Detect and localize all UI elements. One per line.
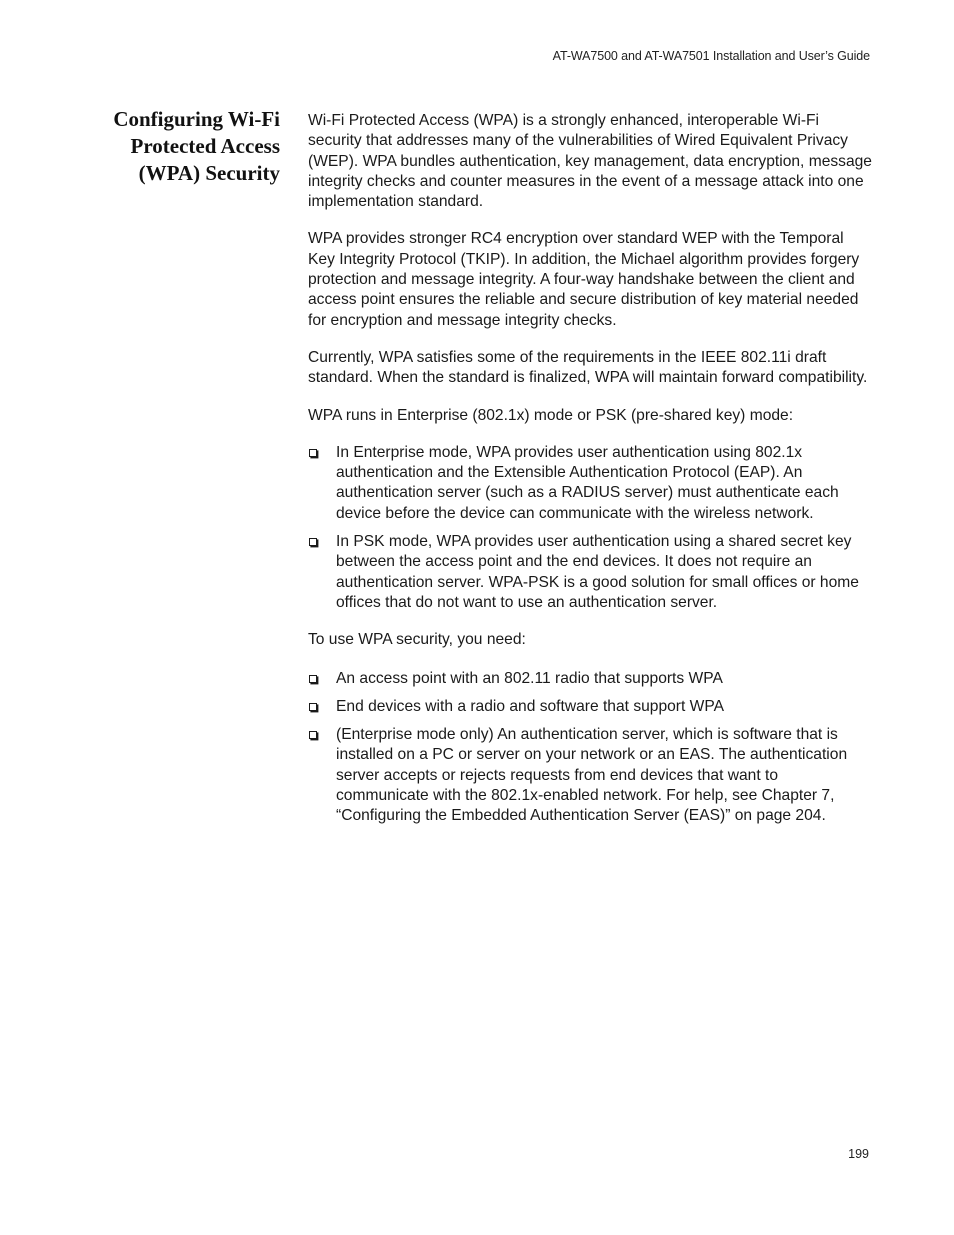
page-number: 199 (848, 1147, 869, 1161)
list-item-text: An access point with an 802.11 radio that supports WPA (336, 669, 723, 687)
checkbox-bullet-icon (309, 731, 317, 739)
list-item-text: In Enterprise mode, WPA provides user authentication using 802.1x authentication and the Extensible Authentication Protocol (EAP). An authentication server (such as a RADIUS server) must authenticate each device before the device can communicate with the wireless network. (336, 443, 839, 522)
body-text (308, 111, 874, 835)
running-header: AT-WA7500 and AT-WA7501 Installation and User’s Guide (552, 49, 870, 63)
list-item-text: End devices with a radio and software that support WPA (336, 697, 725, 715)
checkbox-bullet-icon (309, 538, 317, 546)
checkbox-bullet-icon (309, 675, 317, 683)
requirements-list (308, 669, 874, 827)
paragraph-wpa-intro: Wi-Fi Protected Access (WPA) is a strongly enhanced, interoperable Wi-Fi security that addresses many of the vulnerabilities of Wired Equivalent Privacy (WEP). WPA bundles authentication, key management, data encryption, message integrity checks and counter measures in the event of a message attack into one implementation standard. (308, 112, 872, 211)
paragraph-standard: Currently, WPA satisfies some of the requirements in the IEEE 802.11i draft standard. When the standard is finalized, WPA will maintain forward compatibility. (308, 348, 868, 387)
checkbox-bullet-icon (309, 449, 317, 457)
paragraph-encryption: WPA provides stronger RC4 encryption over standard WEP with the Temporal Key Integrity Protocol (TKIP). In addition, the Michael algorithm provides forgery protection and message integrity. A four-way handshake between the client and access point ensures the reliable and secure distribution of key material needed for encryption and message integrity checks. (308, 230, 860, 329)
list-item (308, 532, 874, 613)
list-item (308, 443, 874, 524)
section-title: Configuring Wi-Fi Protected Access (WPA) Security (113, 107, 280, 185)
list-item-text: (Enterprise mode only) An authentication server, which is software that is installed on a PC or server on your network or an EAS. The authentication server accepts or rejects requests from end devices that want to communicate with the 802.1x-enabled network. For help, see Chapter 7, “Configuring the Embedded Authentication Server (EAS)” on page 204. (336, 726, 848, 825)
paragraph-requirements-intro: To use WPA security, you need: (308, 631, 526, 649)
list-item-text: In PSK mode, WPA provides user authentication using a shared secret key between the access point and the end devices. It does not require an authentication server. WPA-PSK is a good solution for small offices or home offices that do not want to use an authentication server. (336, 533, 859, 611)
list-item (308, 725, 874, 826)
list-item (308, 669, 874, 689)
list-item (308, 697, 874, 717)
checkbox-bullet-icon (309, 703, 317, 711)
paragraph-modes-intro: WPA runs in Enterprise (802.1x) mode or PSK (pre-shared key) mode: (308, 406, 794, 424)
modes-list (308, 443, 874, 613)
